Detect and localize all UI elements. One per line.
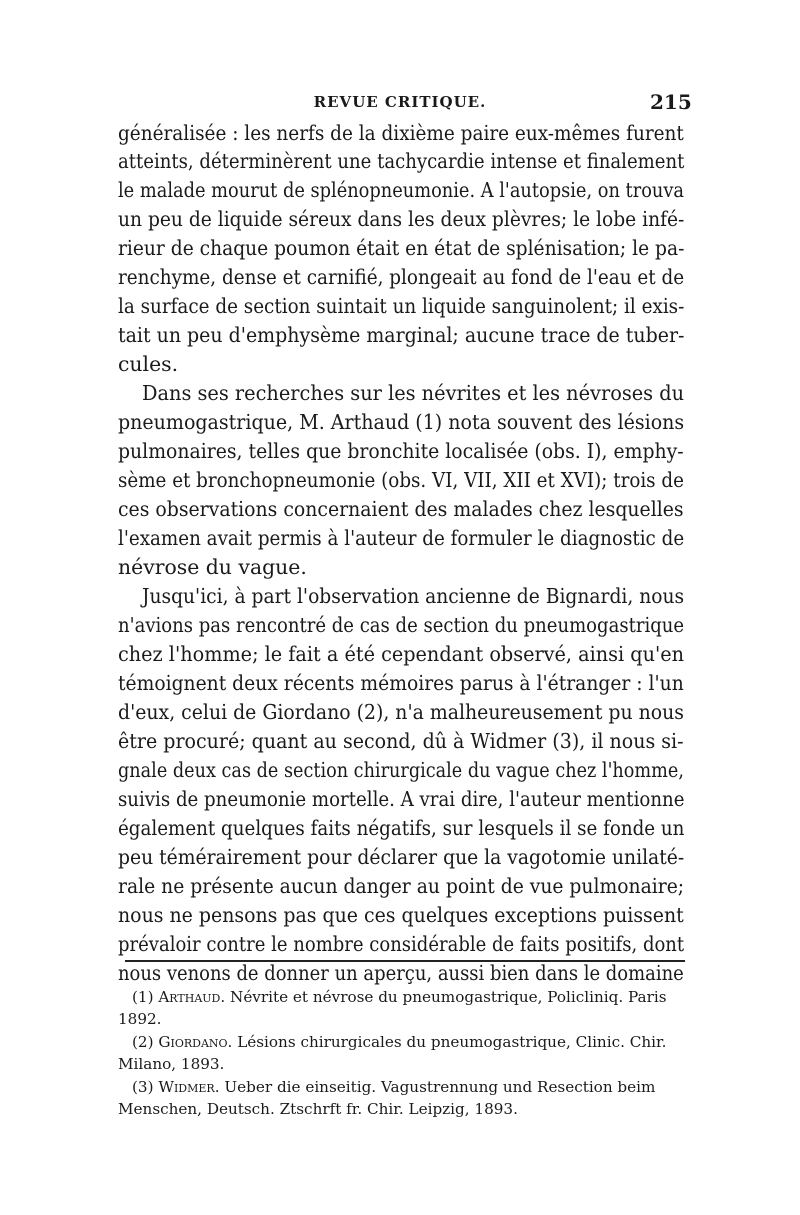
footnote-number: (2): [132, 1033, 154, 1051]
text-line: témoignent deux récents mémoires parus à l'étranger : l'un: [118, 671, 684, 695]
text-line: rieur de chaque poumon était en état de splénisation; le pa-: [118, 236, 685, 260]
footnote-author: Arthaud.: [158, 988, 226, 1006]
footnote-1: [132, 985, 667, 1009]
text-line: tait un peu d'emphysème marginal; aucune trace de tuber-: [118, 323, 685, 347]
text-line: peu témérairement pour déclarer que la vagotomie unilaté-: [118, 845, 685, 869]
footnote-author: Giordano.: [158, 1033, 233, 1051]
footnote-3-continuation: Menschen, Deutsch. Ztschrft fr. Chir. Leipzig, 1893.: [118, 1100, 518, 1118]
text-line: renchyme, dense et carnifié, plongeait au fond de l'eau et de: [118, 265, 685, 289]
text-line: d'eux, celui de Giordano (2), n'a malheureusement pu nous: [118, 700, 684, 724]
text-line: suivis de pneumonie mortelle. A vrai dire, l'auteur mentionne: [118, 787, 685, 811]
footnote-separator: [125, 960, 685, 962]
text-line: pneumogastrique, M. Arthaud (1) nota souvent des lésions: [118, 410, 685, 434]
footnote-text: Névrite et névrose du pneumogastrique, Policliniq. Paris: [230, 988, 667, 1006]
text-line: l'examen avait permis à l'auteur de formuler le diagnostic de: [118, 526, 685, 550]
footnote-2: [132, 1030, 666, 1054]
footnote-2-continuation: Milano, 1893.: [118, 1055, 225, 1073]
page-number: 215: [650, 90, 692, 114]
text-line: pulmonaires, telles que bronchite localisée (obs. I), emphy-: [118, 439, 684, 463]
text-line: ces observations concernaient des malades chez lesquelles: [118, 497, 684, 521]
text-line: névrose du vague.: [118, 555, 307, 579]
text-line: gnale deux cas de section chirurgicale du vague chez l'homme,: [118, 758, 684, 782]
text-line: nous venons de donner un aperçu, aussi bien dans le domaine: [118, 961, 684, 985]
text-line: prévaloir contre le nombre considérable de faits positifs, dont: [118, 932, 685, 956]
footnote-number: (3): [132, 1078, 154, 1096]
text-line: rale ne présente aucun danger au point de vue pulmonaire;: [118, 874, 685, 898]
text-line: Jusqu'ici, à part l'observation ancienne de Bignardi, nous: [142, 584, 685, 608]
text-line: le malade mourut de splénopneumonie. A l'autopsie, on trouva: [118, 178, 685, 202]
footnote-number: (1): [132, 988, 154, 1006]
footnote-text: Ueber die einseitig. Vagustrennung und Resection beim: [224, 1078, 656, 1096]
text-line: la surface de section suintait un liquide sanguinolent; il exis-: [118, 294, 685, 318]
text-line: être procuré; quant au second, dû à Widmer (3), il nous si-: [118, 729, 684, 753]
text-line: atteints, déterminèrent une tachycardie intense et finalement: [118, 149, 685, 173]
footnote-3: [132, 1075, 655, 1099]
running-title: REVUE CRITIQUE.: [313, 93, 487, 111]
footnote-author: Widmer.: [158, 1078, 220, 1096]
text-line: nous ne pensons pas que ces quelques exceptions puissent: [118, 903, 684, 927]
footnote-1-continuation: 1892.: [118, 1010, 162, 1028]
text-line: également quelques faits négatifs, sur lesquels il se fonde un: [118, 816, 685, 840]
text-line: Dans ses recherches sur les névrites et les névroses du: [142, 381, 685, 405]
text-line: un peu de liquide séreux dans les deux plèvres; le lobe infé-: [118, 207, 685, 231]
text-line: généralisée : les nerfs de la dixième paire eux-mêmes furent: [118, 121, 684, 145]
text-line: cules.: [118, 352, 179, 376]
text-line: n'avions pas rencontré de cas de section du pneumogastrique: [118, 613, 685, 637]
footnote-text: Lésions chirurgicales du pneumogastrique, Clinic. Chir.: [237, 1033, 667, 1051]
text-line: sème et bronchopneumonie (obs. VI, VII, XII et XVI); trois de: [118, 468, 684, 492]
text-line: chez l'homme; le fait a été cependant observé, ainsi qu'en: [118, 642, 685, 666]
